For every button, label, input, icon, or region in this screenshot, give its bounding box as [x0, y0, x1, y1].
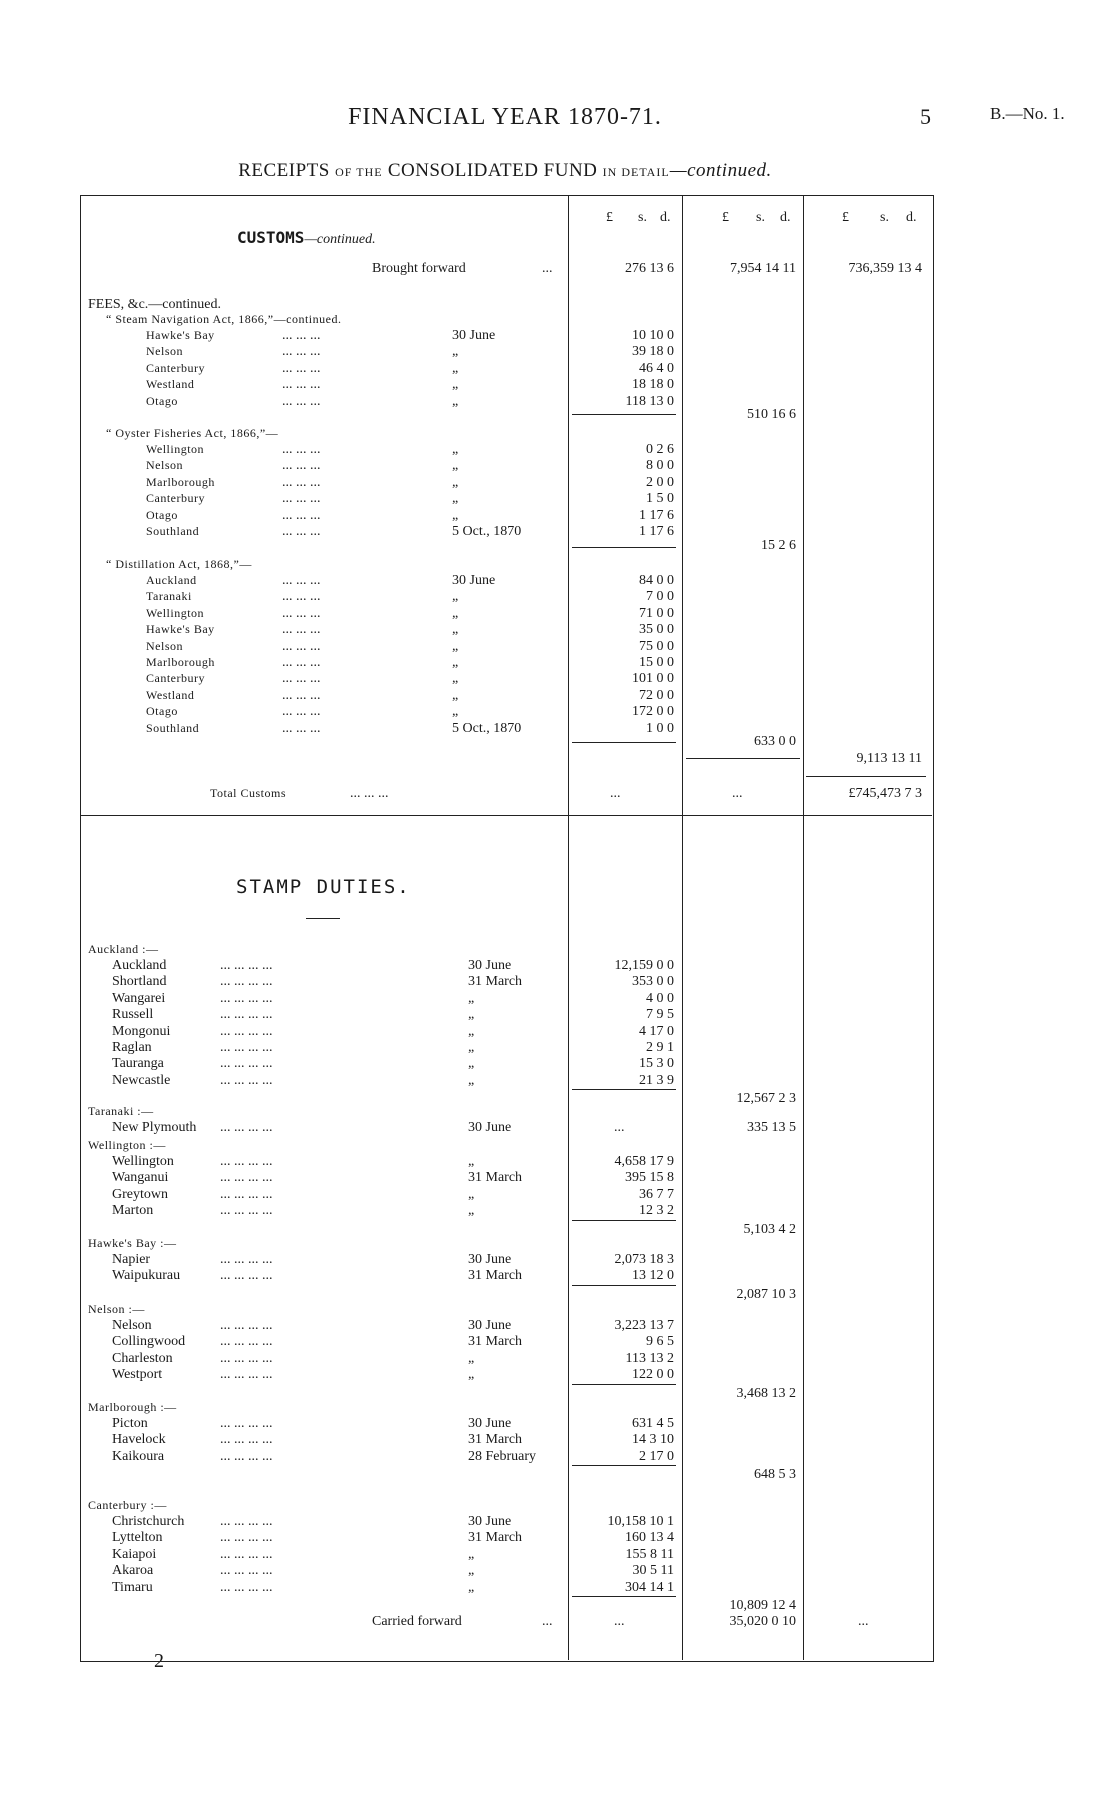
return-date: „ [468, 1546, 475, 1562]
document-reference: B.—No. 1. [990, 104, 1065, 123]
place-name: Auckland [146, 573, 197, 587]
dots: ... ... ... ... [220, 1056, 273, 1072]
return-date: „ [468, 1563, 475, 1579]
amount: 113 13 2 [625, 1350, 674, 1366]
section-divider [80, 815, 932, 816]
dots: ... ... ... [282, 507, 321, 523]
customs-heading-suffix: —continued. [304, 232, 376, 247]
place-name: Kaikoura [112, 1448, 165, 1464]
amount: 353 0 0 [632, 974, 674, 990]
return-date: „ [468, 1367, 475, 1383]
place-name: Collingwood [112, 1334, 186, 1350]
dots: ... ... ... ... [220, 1023, 273, 1039]
return-date: 5 Oct., 1870 [452, 524, 522, 539]
stamp-duties-heading-text: STAMP DUTIES. [236, 876, 411, 898]
col2-pound: £ [722, 210, 729, 225]
district-total: 2,087 10 3 [736, 1286, 796, 1302]
amount: 118 13 0 [625, 393, 674, 409]
district-label: Auckland :— [88, 942, 159, 956]
dots: ... ... ... [282, 605, 321, 621]
place-name: Wanganui [112, 1170, 169, 1186]
return-date: 30 June [452, 573, 496, 588]
amount: ... [614, 1120, 625, 1135]
place-name: Auckland [112, 958, 167, 973]
amount: 84 0 0 [639, 573, 674, 588]
amount: 12,159 0 0 [614, 958, 674, 973]
steam-total: 510 16 6 [747, 407, 796, 422]
dots: ... ... ... ... [220, 1514, 273, 1529]
return-date: „ [452, 622, 459, 638]
dots: ... ... ... ... [220, 1072, 273, 1088]
return-date: „ [452, 655, 459, 670]
col3-pound: £ [842, 210, 849, 225]
place-name: Lyttelton [112, 1530, 163, 1546]
dots: ... ... ... ... [220, 1448, 273, 1464]
column-rule [682, 195, 683, 1660]
return-date: „ [468, 1072, 475, 1088]
place-name: Canterbury [146, 360, 205, 375]
amount: 2,073 18 3 [614, 1252, 674, 1267]
act-label: “ Distillation Act, 1868,”— [106, 557, 252, 571]
return-date: 31 March [468, 974, 523, 990]
subtotal-rule [686, 758, 800, 759]
district-label: Wellington :— [88, 1138, 166, 1152]
place-name: Mongonui [112, 1023, 171, 1039]
return-date: „ [452, 605, 459, 621]
dots: ... ... ... ... [220, 1154, 273, 1169]
amount: 13 12 0 [632, 1268, 674, 1284]
place-name: Canterbury [146, 671, 205, 686]
subtotal-rule [572, 1384, 676, 1385]
subtitle-part: IN DETAIL [602, 165, 670, 179]
place-name: Westland [146, 377, 195, 392]
col1-shilling: s. [638, 210, 647, 225]
dots: ... ... ... [282, 393, 321, 409]
return-date: „ [452, 687, 459, 703]
dots: ... ... ... [282, 638, 321, 654]
amount: 101 0 0 [632, 671, 674, 687]
dots: ... ... ... [282, 573, 321, 588]
amount: 15 0 0 [639, 655, 674, 670]
amount: 7 9 5 [646, 1007, 674, 1023]
dots: ... ... ... ... [220, 1252, 273, 1267]
amount: 1 17 6 [639, 524, 674, 539]
place-name: Christchurch [112, 1514, 185, 1529]
dots: ... ... ... [282, 377, 321, 393]
place-name: Wellington [146, 442, 205, 456]
return-date: „ [468, 1023, 475, 1039]
carried-forward-col3: ... [858, 1614, 869, 1629]
return-date: „ [452, 507, 459, 523]
dots: ... ... ... ... [220, 1416, 273, 1431]
return-date: „ [468, 1203, 475, 1219]
amount: 9 6 5 [646, 1334, 674, 1350]
subtotal-rule [572, 1465, 676, 1466]
dots: ... ... ... ... [220, 1563, 273, 1579]
return-date: „ [452, 360, 459, 376]
dots: ... ... ... [282, 458, 321, 474]
dots: ... ... ... [282, 687, 321, 703]
return-date: „ [468, 990, 475, 1006]
place-name: Kaiapoi [112, 1546, 157, 1562]
return-date: „ [468, 1350, 475, 1366]
return-date: 30 June [468, 1318, 512, 1333]
subtotal-rule [572, 1089, 676, 1090]
col2-pence: d. [780, 210, 791, 225]
amount: 3,223 13 7 [614, 1318, 674, 1333]
act-label: “ Oyster Fisheries Act, 1866,”— [106, 426, 279, 440]
amount: 21 3 9 [639, 1072, 674, 1088]
place-name: Napier [112, 1252, 151, 1267]
return-date: 30 June [468, 1120, 512, 1135]
place-name: Southland [146, 720, 200, 735]
place-name: Otago [146, 704, 178, 719]
subtitle-part: CONSOLIDATED FUND [387, 160, 598, 181]
return-date: „ [452, 393, 459, 409]
district-total: 12,567 2 3 [736, 1091, 796, 1107]
amount: 30 5 11 [632, 1563, 674, 1579]
amount: 2 0 0 [646, 474, 674, 490]
dots: ... ... ... ... [220, 1334, 273, 1350]
return-date: 30 June [468, 1252, 512, 1267]
amount: 14 3 10 [632, 1432, 674, 1448]
place-name: Wangarei [112, 990, 166, 1006]
dots: ... ... ... [282, 360, 321, 376]
place-name: Picton [112, 1416, 148, 1431]
signature-mark: 2 [154, 1650, 164, 1672]
dots: ... ... ... [350, 786, 389, 801]
place-name: Waipukurau [112, 1268, 181, 1284]
amount: 631 4 5 [632, 1416, 674, 1431]
return-date: „ [452, 442, 459, 457]
customs-heading [237, 228, 376, 248]
dots: ... ... ... [282, 589, 321, 605]
return-date: 30 June [468, 958, 512, 973]
dots: ... ... ... ... [220, 1040, 273, 1055]
place-name: Charleston [112, 1350, 173, 1366]
oyster-total: 15 2 6 [761, 538, 796, 553]
dots: ... [542, 1614, 553, 1629]
return-date: 31 March [468, 1268, 523, 1284]
page-number: 5 [920, 104, 931, 129]
place-name: Havelock [112, 1432, 166, 1448]
amount: 39 18 0 [632, 344, 674, 360]
district-label: Marlborough :— [88, 1400, 177, 1414]
column-rule [568, 195, 569, 1660]
page-subtitle [0, 160, 1010, 182]
return-date: „ [452, 377, 459, 393]
subtitle-part: OF THE [335, 165, 383, 179]
amount: 1 17 6 [639, 507, 674, 523]
place-name: Shortland [112, 974, 167, 990]
col1-pound: £ [606, 210, 613, 225]
district-label: Taranaki :— [88, 1104, 154, 1118]
amount: 155 8 11 [625, 1546, 674, 1562]
place-name: Marlborough [146, 655, 215, 669]
dots: ... [542, 261, 553, 276]
district-label: Nelson :— [88, 1302, 145, 1316]
amount: 2 17 0 [639, 1448, 674, 1464]
return-date: „ [468, 1154, 475, 1169]
district-total: 10,809 12 4 [729, 1598, 796, 1613]
return-date: „ [468, 1056, 475, 1072]
steam-act-label: “ Steam Navigation Act, 1866,”—continued. [106, 312, 342, 326]
customs-heading-text: CUSTOMS [237, 228, 305, 247]
subtotal-rule [572, 1285, 676, 1286]
place-name: Hawke's Bay [146, 622, 215, 637]
dots: ... ... ... [282, 491, 321, 507]
place-name: Wellington [112, 1154, 174, 1169]
return-date: „ [468, 1007, 475, 1023]
subtotal-rule [572, 414, 676, 415]
return-date: „ [468, 1040, 475, 1055]
place-name: Tauranga [112, 1056, 164, 1072]
return-date: 31 March [468, 1334, 523, 1350]
dots: ... ... ... [282, 328, 321, 343]
return-date: „ [468, 1186, 475, 1202]
total-customs-col3: £745,473 7 3 [848, 786, 922, 801]
place-name: Marton [112, 1203, 154, 1219]
place-name: Otago [146, 393, 178, 408]
dots: ... ... ... ... [220, 1579, 273, 1595]
place-name: Nelson [112, 1318, 152, 1333]
amount: 72 0 0 [639, 687, 674, 703]
place-name: Westport [112, 1367, 163, 1383]
carried-forward-label: Carried forward [372, 1614, 462, 1629]
place-name: Westland [146, 687, 195, 702]
amount: 4,658 17 9 [614, 1154, 674, 1169]
dots: ... ... ... [282, 474, 321, 490]
return-date: „ [452, 589, 459, 605]
return-date: „ [452, 474, 459, 490]
amount: 10 10 0 [632, 328, 674, 343]
col3-shilling: s. [880, 210, 889, 225]
amount: 15 3 0 [639, 1056, 674, 1072]
return-date: „ [452, 344, 459, 360]
place-name: Southland [146, 524, 200, 538]
amount: 75 0 0 [639, 638, 674, 654]
amount: 1 5 0 [646, 491, 674, 507]
return-date: „ [468, 1579, 475, 1595]
place-name: Canterbury [146, 491, 205, 506]
distillation-total: 633 0 0 [754, 734, 796, 749]
place-name: Otago [146, 507, 178, 522]
return-date: 31 March [468, 1432, 523, 1448]
dots: ... ... ... ... [220, 1203, 273, 1219]
amount: 1 0 0 [646, 720, 674, 736]
amount: 8 0 0 [646, 458, 674, 474]
heading-rule [306, 918, 340, 919]
amount: 7 0 0 [646, 589, 674, 605]
place-name: Akaroa [112, 1563, 154, 1579]
amount: 46 4 0 [639, 360, 674, 376]
district-label: Hawke's Bay :— [88, 1236, 177, 1250]
brought-forward-col3: 736,359 13 4 [848, 261, 922, 276]
amount: 395 15 8 [625, 1170, 674, 1186]
return-date: „ [452, 638, 459, 654]
dots: ... ... ... ... [220, 1432, 273, 1448]
dots: ... ... ... [282, 655, 321, 670]
col1-pence: d. [660, 210, 671, 225]
dots: ... ... ... ... [220, 990, 273, 1006]
subtitle-part: —continued. [669, 160, 772, 181]
place-name: Raglan [112, 1040, 152, 1055]
amount: 2 9 1 [646, 1040, 674, 1055]
dots: ... ... ... ... [220, 974, 273, 990]
return-date: „ [452, 458, 459, 474]
place-name: Greytown [112, 1186, 168, 1202]
place-name: Nelson [146, 344, 183, 359]
amount: 35 0 0 [639, 622, 674, 638]
fees-label: FEES, &c.—continued. [88, 297, 221, 312]
place-name: Russell [112, 1007, 154, 1023]
brought-forward-col2: 7,954 14 11 [730, 261, 796, 276]
dots: ... ... ... ... [220, 1170, 273, 1186]
dots: ... ... ... ... [220, 1268, 273, 1284]
subtotal-rule [806, 776, 926, 777]
place-name: Nelson [146, 638, 183, 653]
district-total: 3,468 13 2 [736, 1385, 796, 1401]
dots: ... ... ... [282, 704, 321, 720]
fees-total: 9,113 13 11 [856, 751, 922, 766]
brought-forward-col1: 276 13 6 [625, 261, 674, 276]
amount: 160 13 4 [625, 1530, 674, 1546]
col2-shilling: s. [756, 210, 765, 225]
amount: 122 0 0 [632, 1367, 674, 1383]
dots: ... ... ... ... [220, 958, 273, 973]
place-name: Newcastle [112, 1072, 171, 1088]
return-date: 5 Oct., 1870 [452, 720, 522, 736]
place-name: Nelson [146, 458, 183, 473]
return-date: „ [452, 704, 459, 720]
column-rule [803, 195, 804, 1660]
carried-forward-col2: 35,020 0 10 [729, 1614, 796, 1629]
page-title: FINANCIAL YEAR 1870-71. [348, 104, 662, 130]
district-total: 335 13 5 [747, 1120, 796, 1135]
district-total: 5,103 4 2 [743, 1221, 796, 1237]
amount: 4 17 0 [639, 1023, 674, 1039]
dots: ... ... ... [282, 671, 321, 687]
dots: ... ... ... ... [220, 1530, 273, 1546]
place-name: Wellington [146, 605, 205, 620]
brought-forward-label: Brought forward [372, 261, 466, 276]
place-name: Marlborough [146, 474, 215, 489]
amount: 172 0 0 [632, 704, 674, 720]
total-customs-col1: ... [610, 786, 621, 801]
stamp-duties-heading [236, 876, 411, 898]
dots: ... ... ... [282, 720, 321, 736]
subtotal-rule [572, 1596, 676, 1597]
return-date: 28 February [468, 1448, 537, 1464]
district-label: Canterbury :— [88, 1498, 167, 1512]
subtotal-rule [572, 547, 676, 548]
amount: 12 3 2 [639, 1203, 674, 1219]
amount: 36 7 7 [639, 1186, 674, 1202]
return-date: 31 March [468, 1530, 523, 1546]
district-total: 648 5 3 [754, 1467, 796, 1483]
dots: ... ... ... ... [220, 1546, 273, 1562]
return-date: 30 June [468, 1416, 512, 1431]
return-date: 31 March [468, 1170, 523, 1186]
dots: ... ... ... [282, 622, 321, 638]
place-name: Timaru [112, 1579, 153, 1595]
col3-pence: d. [906, 210, 917, 225]
dots: ... ... ... ... [220, 1318, 273, 1333]
total-customs-label: Total Customs [210, 786, 286, 800]
amount: 0 2 6 [646, 442, 674, 457]
return-date: „ [452, 671, 459, 687]
amount: 18 18 0 [632, 377, 674, 393]
dots: ... ... ... [282, 442, 321, 457]
dots: ... ... ... ... [220, 1367, 273, 1383]
dots: ... ... ... [282, 524, 321, 539]
dots: ... ... ... ... [220, 1120, 273, 1135]
return-date: 30 June [468, 1514, 512, 1529]
return-date: 30 June [452, 328, 496, 343]
subtotal-rule [572, 742, 676, 743]
amount: 4 0 0 [646, 990, 674, 1006]
place-name: Hawke's Bay [146, 328, 215, 342]
subtotal-rule [572, 1220, 676, 1221]
dots: ... ... ... ... [220, 1350, 273, 1366]
dots: ... ... ... ... [220, 1007, 273, 1023]
amount: 10,158 10 1 [607, 1514, 674, 1529]
place-name: New Plymouth [112, 1120, 197, 1135]
dots: ... ... ... ... [220, 1186, 273, 1202]
place-name: Taranaki [146, 589, 192, 604]
dots: ... ... ... [282, 344, 321, 360]
total-customs-col2: ... [732, 786, 743, 801]
subtitle-part: RECEIPTS [238, 160, 330, 181]
carried-forward-col1: ... [614, 1614, 625, 1629]
amount: 304 14 1 [625, 1579, 674, 1595]
amount: 71 0 0 [639, 605, 674, 621]
return-date: „ [452, 491, 459, 507]
